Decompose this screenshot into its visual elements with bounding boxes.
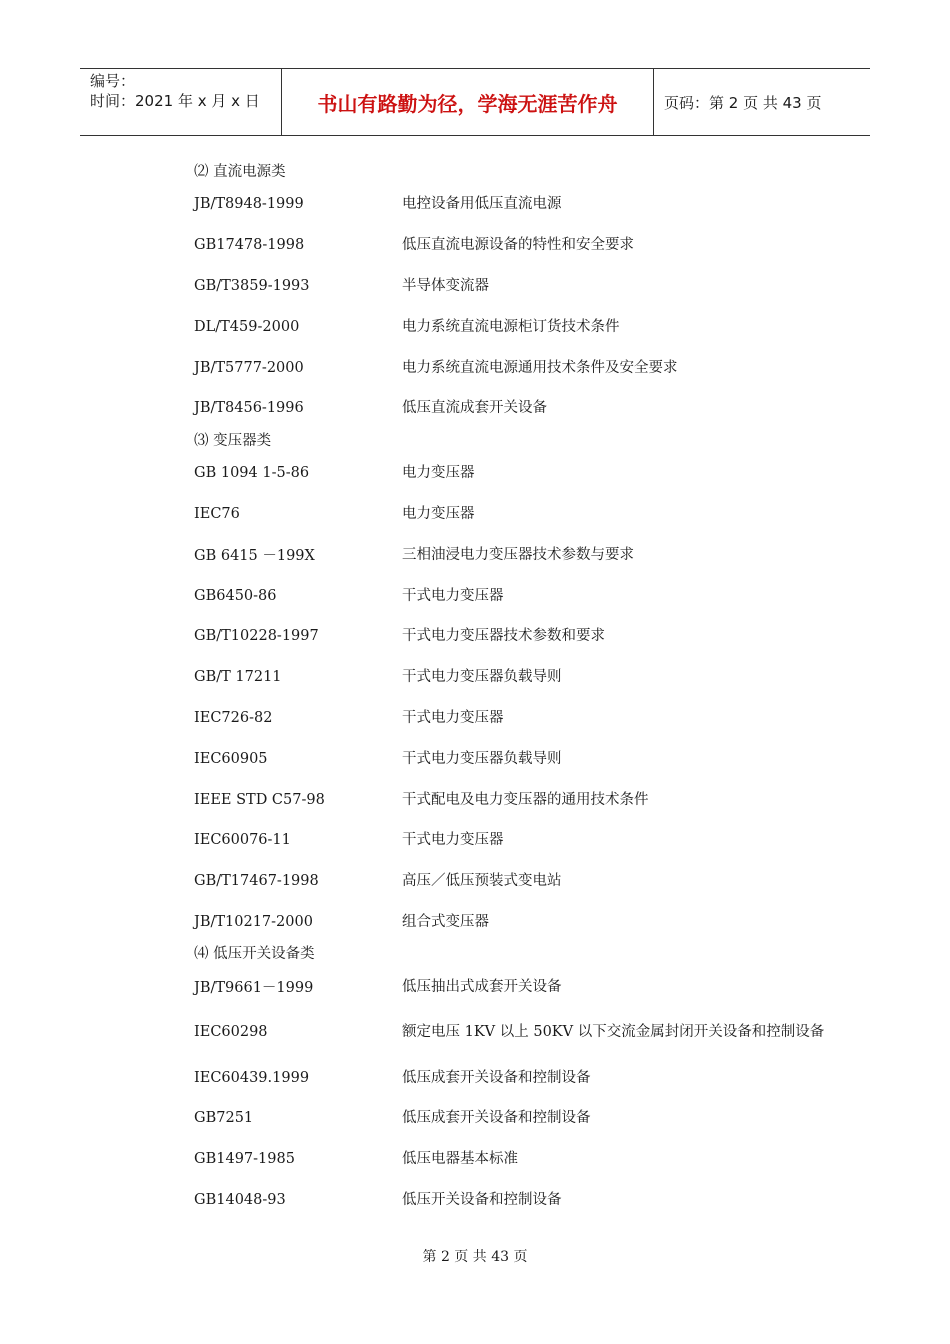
standard-name: 低压成套开关设备和控制设备 bbox=[402, 1069, 591, 1086]
standard-row bbox=[194, 266, 854, 307]
standard-name: 低压开关设备和控制设备 bbox=[402, 1191, 562, 1208]
standard-code: JB/T9661－1999 bbox=[194, 980, 314, 997]
standard-row bbox=[194, 820, 854, 861]
standard-code: GB6450-86 bbox=[194, 587, 277, 604]
standard-name: 低压抽出式成套开关设备 bbox=[402, 978, 562, 995]
standard-name: 组合式变压器 bbox=[402, 913, 489, 930]
standard-row bbox=[194, 779, 854, 820]
standard-name: 低压成套开关设备和控制设备 bbox=[402, 1110, 591, 1127]
standard-row bbox=[194, 347, 854, 388]
standard-row bbox=[194, 1098, 854, 1139]
section-title: ⑷ 低压开关设备类 bbox=[194, 946, 315, 963]
standard-code: IEC726-82 bbox=[194, 709, 273, 726]
standard-row bbox=[194, 1180, 854, 1221]
standard-row bbox=[194, 534, 854, 575]
standard-name: 干式配电及电力变压器的通用技术条件 bbox=[402, 791, 649, 808]
standard-name: 电力系统直流电源柜订货技术条件 bbox=[402, 318, 620, 335]
standard-name: 干式电力变压器 bbox=[402, 709, 504, 726]
standard-name: 电力系统直流电源通用技术条件及安全要求 bbox=[402, 359, 678, 376]
standard-name: 干式电力变压器负载导则 bbox=[402, 750, 562, 767]
page-header bbox=[80, 68, 870, 136]
standard-row bbox=[194, 698, 854, 739]
standard-name: 半导体变流器 bbox=[402, 277, 489, 294]
header-page-info: 页码：第 2 页 共 43 页 bbox=[664, 93, 822, 112]
standard-row bbox=[194, 966, 854, 1007]
standard-name: 电力变压器 bbox=[402, 465, 475, 482]
standard-code: JB/T8948-1999 bbox=[194, 196, 304, 213]
section-title: ⑵ 直流电源类 bbox=[194, 164, 286, 180]
standard-code: IEC60905 bbox=[194, 750, 268, 767]
standard-code: GB/T10228-1997 bbox=[194, 628, 319, 645]
section-title: ⑶ 变压器类 bbox=[194, 432, 272, 449]
standard-code: IEC60298 bbox=[194, 1024, 268, 1041]
standard-code: GB 1094 1-5-86 bbox=[194, 465, 310, 482]
standard-code: GB1497-1985 bbox=[194, 1151, 295, 1168]
standard-row bbox=[194, 657, 854, 698]
standard-code: IEC60439.1999 bbox=[194, 1069, 310, 1086]
standard-code: JB/T8456-1996 bbox=[194, 400, 304, 417]
standard-row bbox=[194, 388, 854, 429]
standard-name: 额定电压 1KV 以上 50KV 以下交流金属封闭开关设备和控制设备 bbox=[402, 1024, 825, 1041]
standard-row bbox=[194, 738, 854, 779]
standard-row bbox=[194, 306, 854, 347]
standard-row bbox=[194, 902, 854, 943]
standards-list bbox=[194, 160, 854, 1220]
standard-code: DL/T459-2000 bbox=[194, 318, 300, 335]
standard-code: IEC60076-11 bbox=[194, 832, 291, 849]
standard-row bbox=[194, 494, 854, 535]
standard-code: JB/T5777-2000 bbox=[194, 359, 304, 376]
standard-name: 电控设备用低压直流电源 bbox=[402, 196, 562, 213]
standard-name: 三相油浸电力变压器技术参数与要求 bbox=[402, 546, 634, 563]
standard-name: 干式电力变压器 bbox=[402, 832, 504, 849]
standard-row bbox=[194, 1007, 854, 1057]
standard-row bbox=[194, 1057, 854, 1098]
standard-name: 低压直流成套开关设备 bbox=[402, 400, 547, 417]
standard-code: GB/T3859-1993 bbox=[194, 277, 310, 294]
standard-name: 干式电力变压器负载导则 bbox=[402, 669, 562, 686]
standard-row bbox=[194, 1139, 854, 1180]
standard-code: GB7251 bbox=[194, 1110, 254, 1127]
standard-name: 低压直流电源设备的特性和安全要求 bbox=[402, 237, 634, 254]
standard-row bbox=[194, 861, 854, 902]
time-label: 时间：2021 年 x 月 x 日 bbox=[90, 92, 260, 110]
standard-name: 低压电器基本标准 bbox=[402, 1151, 518, 1168]
page-footer: 第 2 页 共 43 页 bbox=[422, 1249, 528, 1265]
standard-row bbox=[194, 575, 854, 616]
standard-code: GB14048-93 bbox=[194, 1191, 286, 1208]
number-label: 编号： bbox=[90, 72, 136, 90]
standard-name: 干式电力变压器技术参数和要求 bbox=[402, 628, 605, 645]
standard-code: IEEE STD C57-98 bbox=[194, 791, 325, 808]
standard-code: GB/T17467-1998 bbox=[194, 873, 319, 890]
standard-row bbox=[194, 184, 854, 225]
standard-row bbox=[194, 453, 854, 494]
standard-row bbox=[194, 616, 854, 657]
standard-code: GB17478-1998 bbox=[194, 237, 305, 254]
standard-row bbox=[194, 225, 854, 266]
header-motto: 书山有路勤为径，学海无涯苦作舟 bbox=[282, 69, 654, 135]
standard-name: 电力变压器 bbox=[402, 505, 475, 522]
standard-name: 高压／低压预装式变电站 bbox=[402, 873, 562, 890]
standard-name: 干式电力变压器 bbox=[402, 587, 504, 604]
header-meta bbox=[80, 69, 282, 135]
standard-code: JB/T10217-2000 bbox=[194, 913, 313, 930]
standard-code: GB 6415 －199X bbox=[194, 548, 315, 565]
standard-code: GB/T 17211 bbox=[194, 669, 282, 686]
standard-code: IEC76 bbox=[194, 505, 240, 522]
